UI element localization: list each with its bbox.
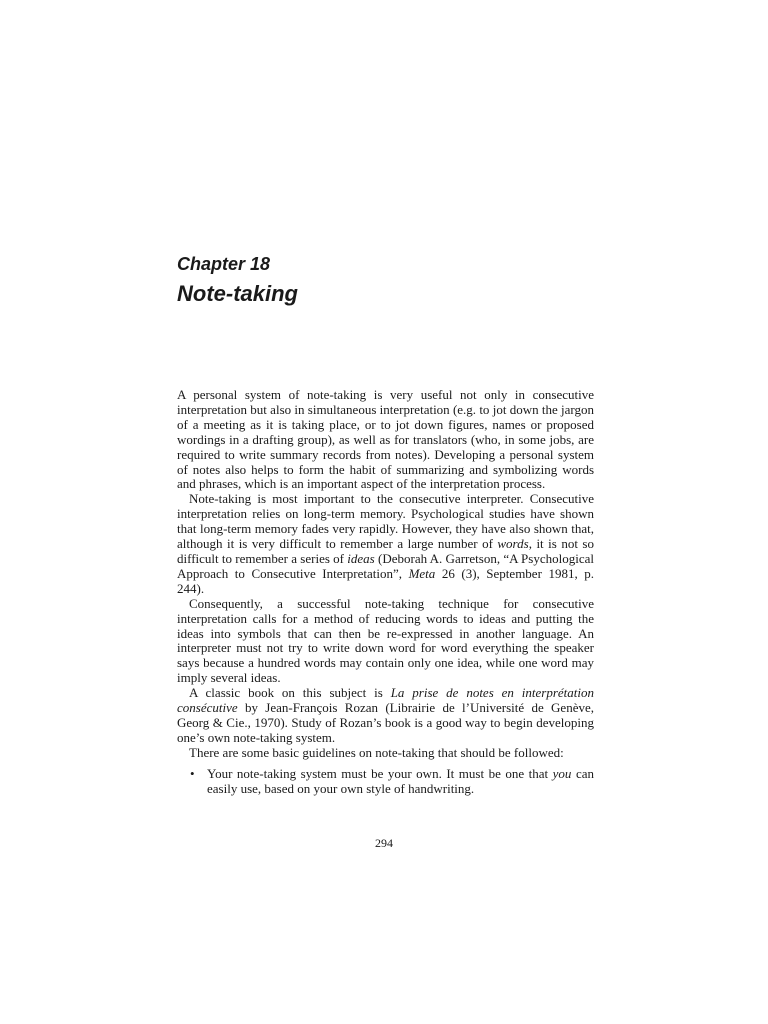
bullet-icon: •: [190, 765, 195, 781]
paragraph: [177, 686, 594, 746]
text-run: Note-taking is most important to the consecutive interpreter. Consecutive interpretation relies on long-term memory. Psychological studies have shown that long-term memory fades very rapidly. However, they have also shown that, although it is very difficult to remember a large number of: [177, 491, 594, 552]
text-run: There are some basic guidelines on note-taking that should be followed:: [189, 744, 564, 760]
chapter-body: [177, 388, 594, 796]
text-run: (Deborah A. Garretson, “A Psychological Approach to Consecutive Interpretation”,: [177, 550, 594, 581]
page-number: 294: [375, 836, 393, 850]
chapter-title: Note-taking: [177, 281, 298, 306]
body-paragraphs: [177, 388, 594, 761]
italic-text-run: ideas: [347, 550, 375, 566]
guideline-list: [177, 767, 594, 797]
text-run: Your note-taking system must be your own. It must be one that: [207, 765, 553, 781]
text-run: , it is not so difficult to remember a series of: [177, 536, 594, 566]
paragraph: [177, 597, 594, 686]
italic-text-run: words: [497, 536, 529, 552]
paragraph: [177, 746, 594, 761]
italic-text-run: La prise de notes en interprétation consécutive: [177, 685, 594, 716]
text-run: by Jean-François Rozan (Librairie de l’Université de Genève, Georg & Cie., 1970). Study of Rozan’s book is a good way to begin developing one’s own note-taking system.: [177, 700, 594, 745]
text-run: can easily use, based on your own style of handwriting.: [207, 765, 594, 796]
italic-text-run: you: [552, 765, 572, 781]
italic-text-run: Meta: [408, 565, 436, 581]
text-run: A personal system of note-taking is very useful not only in consecutive interpretation but also in simultaneous interpretation (e.g. to jot down the jargon of a meeting as it is taking place, or to jot down figures, names or proposed wordings in a drafting group), as well as for translators (who, in some jobs, are required to write summary records from notes). Developing a personal system of notes also helps to form the habit of summarizing and symbolizing words and phrases, which is an important aspect of the interpretation process.: [177, 387, 594, 492]
paragraph: [177, 388, 594, 492]
text-run: 26 (3), September 1981, p. 244).: [177, 565, 594, 596]
paragraph: [177, 492, 594, 596]
text-run: Consequently, a successful note-taking technique for consecutive interpretation calls for a method of reducing words to ideas and putting the ideas into symbols that can then be re-expressed in another language. An interpreter must not try to write down word for word everything the speaker says because a hundred words may contain only one idea, while one word may imply several ideas.: [177, 595, 594, 686]
chapter-number: Chapter 18: [177, 254, 271, 274]
list-item: [190, 765, 594, 797]
text-run: A classic book on this subject is: [189, 685, 391, 701]
